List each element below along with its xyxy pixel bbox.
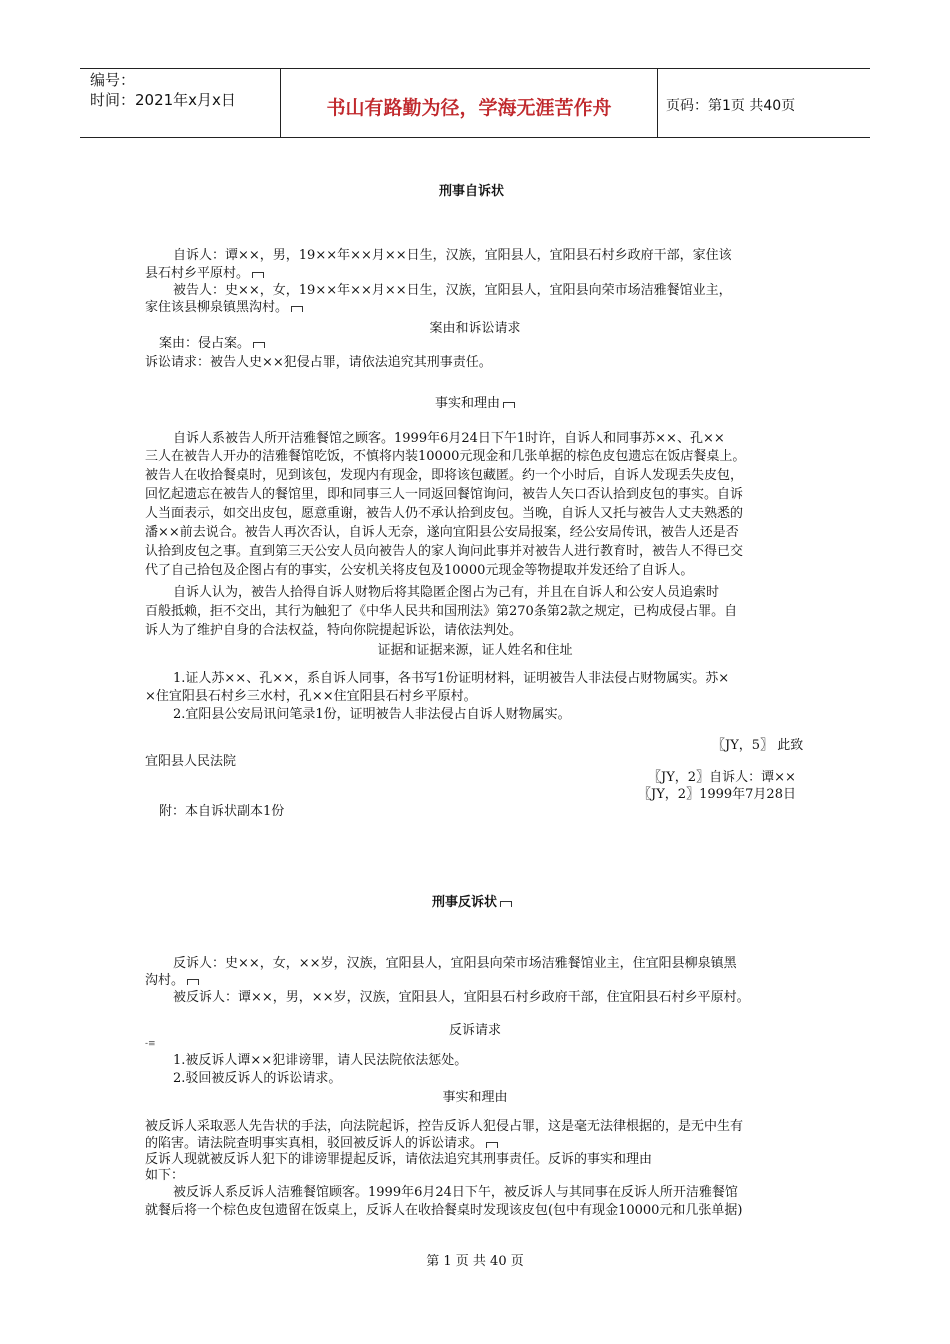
facts-line-2: 三人在被告人开办的洁雅餐馆吃饭，不慎将内装10000元现金和几张单据的棕色皮包遗忘在饭店餐桌上。 [145, 449, 746, 464]
facts-line-4: 回忆起遗忘在被告人的餐馆里，即和同事三人一同返回餐馆询问，被告人矢口否认拾到皮包的事实。自诉 [145, 487, 744, 502]
doc1-title: 刑事自诉状 [439, 184, 505, 199]
court-name: 宜阳县人民法院 [145, 754, 237, 769]
evidence-1-line2: ×住宜阳县石村乡三水村，孔××住宜阳县石村乡平原村。 [145, 689, 477, 704]
facts-line-1: 自诉人系被告人所开洁雅餐馆之顾客。1999年6月24日下午1时许，自诉人和同事苏××、孔×× [173, 431, 725, 446]
evidence-1-line1: 1.证人苏××、孔××，系自诉人同事，各书写1份证明材料，证明被告人非法侵占财物属实。苏× [173, 671, 730, 686]
paragraph-mark [486, 1142, 498, 1148]
page-header [80, 68, 870, 138]
facts-line-7: 认拾到皮包之事。直到第三天公安人员向被告人的家人询问此事并对被告人进行教育时，被告人不得已交 [145, 544, 744, 559]
date-line: 〖JY，2〗1999年7月28日 [638, 787, 796, 802]
paragraph-mark [500, 901, 512, 907]
counter-plaintiff-line2: 沟村。 [145, 972, 199, 990]
defendant-line1: 被告人：史××，女，19××年××月××日生，汉族，宜阳县人，宜阳县向荣市场洁雅餐馆业主， [173, 283, 732, 298]
time-label: 时间：2021年x月x日 [90, 91, 236, 109]
heading-case: 案由和诉讼请求 [429, 321, 521, 336]
counter-request-2: 2.驳回被反诉人的诉讼请求。 [173, 1071, 342, 1086]
small-mark: -≡ [145, 1039, 156, 1049]
signature-line: 〖JY，2〗自诉人：谭×× [648, 770, 796, 785]
counter-facts-1-line1: 被反诉人采取恶人先告状的手法，向法院起诉，控告反诉人犯侵占罪，这是毫无法律根据的，是无中生有 [145, 1119, 744, 1134]
paragraph-mark [291, 306, 303, 312]
facts-line-3: 被告人在收拾餐桌时，见到该包，发现内有现金，即将该包藏匿。约一个小时后，自诉人发现丢失皮包， [145, 468, 744, 483]
counter-facts-3-line2: 就餐后将一个棕色皮包遗留在饭桌上，反诉人在收拾餐桌时发现该皮包(包中有现金10000元和几张单据) [145, 1203, 743, 1218]
paragraph-mark [252, 272, 264, 278]
header-meta [80, 69, 280, 137]
counter-plaintiff-line1: 反诉人：史××，女，××岁，汉族，宜阳县人，宜阳县向荣市场洁雅餐馆业主，住宜阳县柳泉镇黑 [173, 956, 737, 971]
facts-line-5: 人当面表示，如交出皮包，愿意重谢，被告人仍不承认拾到皮包。当晚，自诉人又托与被告人丈夫熟悉的 [145, 506, 744, 521]
page-footer: 第 1 页 共 40 页 [426, 1254, 524, 1269]
doc2-title: 刑事反诉状 [432, 891, 512, 910]
evidence-2: 2.宜阳县公安局讯问笔录1份，证明被告人非法侵占自诉人财物属实。 [173, 707, 571, 722]
counter-facts-1-line2: 的陷害。请法院查明事实真相，驳回被反诉人的诉讼请求。 [145, 1135, 498, 1153]
page-info: 页码：第1页 共40页 [666, 98, 796, 114]
plaintiff-line1: 自诉人：谭××，男，19××年××月××日生，汉族，宜阳县人，宜阳县石村乡政府干部，家住该 [173, 248, 732, 263]
counter-facts-3-line1: 被反诉人系反诉人洁雅餐馆顾客。1999年6月24日下午，被反诉人与其同事在反诉人所开洁雅餐馆 [173, 1185, 738, 1200]
heading-counter-facts: 事实和理由 [442, 1090, 508, 1105]
reason-line-2: 百般抵赖，拒不交出，其行为触犯了《中华人民共和国刑法》第270条第2款之规定，已构成侵占罪。自 [145, 604, 738, 619]
header-motto-cell [280, 69, 658, 137]
facts-line-8: 代了自己拾包及企图占有的事实，公安机关将皮包及10000元现金等物提取并发还给了自诉人。 [145, 563, 694, 578]
motto-text: 书山有路勤为径，学海无涯苦作舟 [326, 97, 612, 119]
heading-facts: 事实和理由 [145, 392, 805, 411]
counter-request-1: 1.被反诉人谭××犯诽谤罪，请人民法院依法惩处。 [173, 1053, 468, 1068]
paragraph-mark [503, 402, 515, 408]
counter-facts-2-line1: 反诉人现就被反诉人犯下的诽谤罪提起反诉，请依法追究其刑事责任。反诉的事实和理由 [145, 1152, 653, 1167]
reason-line-3: 诉人为了维护自身的合法权益，特向你院提起诉讼，请依法判处。 [145, 623, 523, 638]
reason-line-1: 自诉人认为，被告人拾得自诉人财物后将其隐匿企图占为己有，并且在自诉人和公安人员追索时 [173, 585, 720, 600]
plaintiff-line2: 县石村乡平原村。 [145, 265, 264, 283]
case-line: 案由：侵占案。 [159, 335, 265, 353]
request-line: 诉讼请求：被告人史××犯侵占罪，请依法追究其刑事责任。 [145, 355, 492, 370]
facts-line-6: 潘××前去说合。被告人再次否认，自诉人无奈，遂向宜阳县公安局报案，经公安局传讯，被告人还是否 [145, 525, 739, 540]
closing-salutation: 〖JY，5〗 此致 [712, 738, 804, 753]
paragraph-mark [253, 342, 265, 348]
defendant-line2: 家住该县柳泉镇黑沟村。 [145, 299, 303, 317]
heading-evidence: 证据和证据来源，证人姓名和住址 [377, 643, 573, 658]
heading-counter-request: 反诉请求 [448, 1023, 501, 1038]
number-label: 编号： [90, 71, 136, 89]
counter-facts-2-line2: 如下： [145, 1168, 185, 1183]
attachment-line: 附：本自诉状副本1份 [159, 804, 285, 819]
counter-defendant-line: 被反诉人：谭××，男，××岁，汉族，宜阳县人，宜阳县石村乡政府干部，住宜阳县石村乡平原村。 [173, 990, 750, 1005]
paragraph-mark [187, 979, 199, 985]
